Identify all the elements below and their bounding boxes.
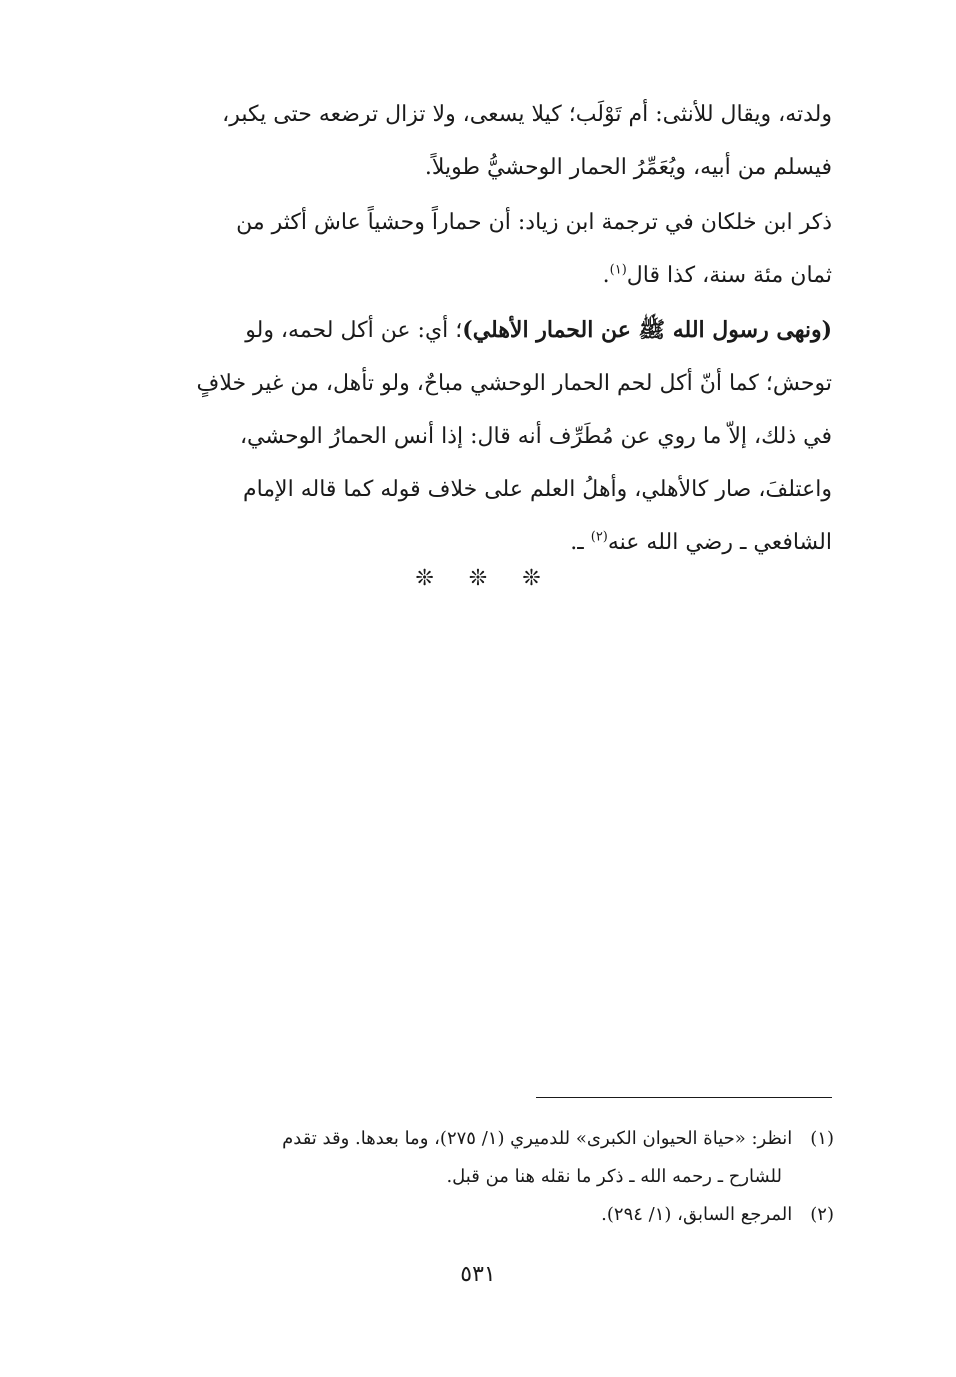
paragraph-2 bbox=[112, 196, 832, 302]
main-text bbox=[112, 88, 832, 569]
paragraph-3-line-5: الشافعي ـ رضي الله عنه bbox=[607, 530, 832, 555]
footnote-1-line-2: للشارح ـ رحمه الله ـ ذكر ما نقله هنا من قبل. bbox=[446, 1166, 782, 1187]
hadith-quote: (ونهى رسول الله ﷺ عن الحمار الأهلي) bbox=[462, 317, 832, 343]
footnote-divider bbox=[536, 1097, 832, 1098]
footnote-1-number: (١) bbox=[810, 1128, 834, 1149]
paragraph-3-line-1: ؛ أي: عن أكل لحمه، ولو bbox=[245, 318, 463, 343]
paragraph-2-tail: . bbox=[602, 263, 610, 288]
footnote-marker-1[interactable]: (١) bbox=[609, 262, 627, 278]
footnotes bbox=[112, 1120, 834, 1234]
footnote-1 bbox=[112, 1120, 834, 1158]
paragraph-3-line-4: واعتلفَ، صار كالأهلي، وأهلُ العلم على خلاف قوله كما قاله الإمام bbox=[242, 477, 832, 502]
paragraph-3-tail: ـ. bbox=[570, 530, 591, 555]
footnote-2-text: المرجع السابق، (١/ ٢٩٤). bbox=[601, 1204, 793, 1225]
paragraph-3 bbox=[112, 304, 832, 569]
paragraph-3-line-3: في ذلك، إلاّ ما روي عن مُطَرِّف أنه قال: إذا أنس الحمارُ الوحشي، bbox=[239, 424, 832, 449]
footnote-2 bbox=[112, 1196, 834, 1234]
paragraph-2-line-2: ثمان مئة سنة، كذا قال bbox=[626, 263, 832, 288]
footnote-marker-2[interactable]: (٢) bbox=[590, 529, 608, 545]
paragraph-1 bbox=[112, 88, 832, 194]
footnote-1-line-1: انظر: «حياة الحيوان الكبرى» للدميري (١/ ٢٧٥)، وما بعدها. وقد تقدم bbox=[282, 1128, 793, 1149]
paragraph-3-line-2: توحش؛ كما أنّ أكل لحم الحمار الوحشي مباحٌ، ولو تأهل، من غير خلافٍ bbox=[196, 371, 832, 396]
footnote-2-number: (٢) bbox=[810, 1204, 834, 1225]
paragraph-2-line-1: ذكر ابن خلكان في ترجمة ابن زياد: أن حماراً وحشياً عاش أكثر من bbox=[236, 210, 832, 235]
page-number: ٥٣١ bbox=[460, 1262, 496, 1287]
paragraph-1-line-2: فيسلم من أبيه، ويُعَمِّرُ الحمار الوحشيُّ طويلاً. bbox=[424, 155, 832, 180]
footnote-1-continuation bbox=[112, 1158, 834, 1196]
section-separator: ❊ ❊ ❊ bbox=[415, 566, 541, 591]
paragraph-1-line-1: ولدته، ويقال للأنثى: أم تَوْلَب؛ كيلا يسعى، ولا تزال ترضعه حتى يكبر، bbox=[222, 102, 832, 127]
